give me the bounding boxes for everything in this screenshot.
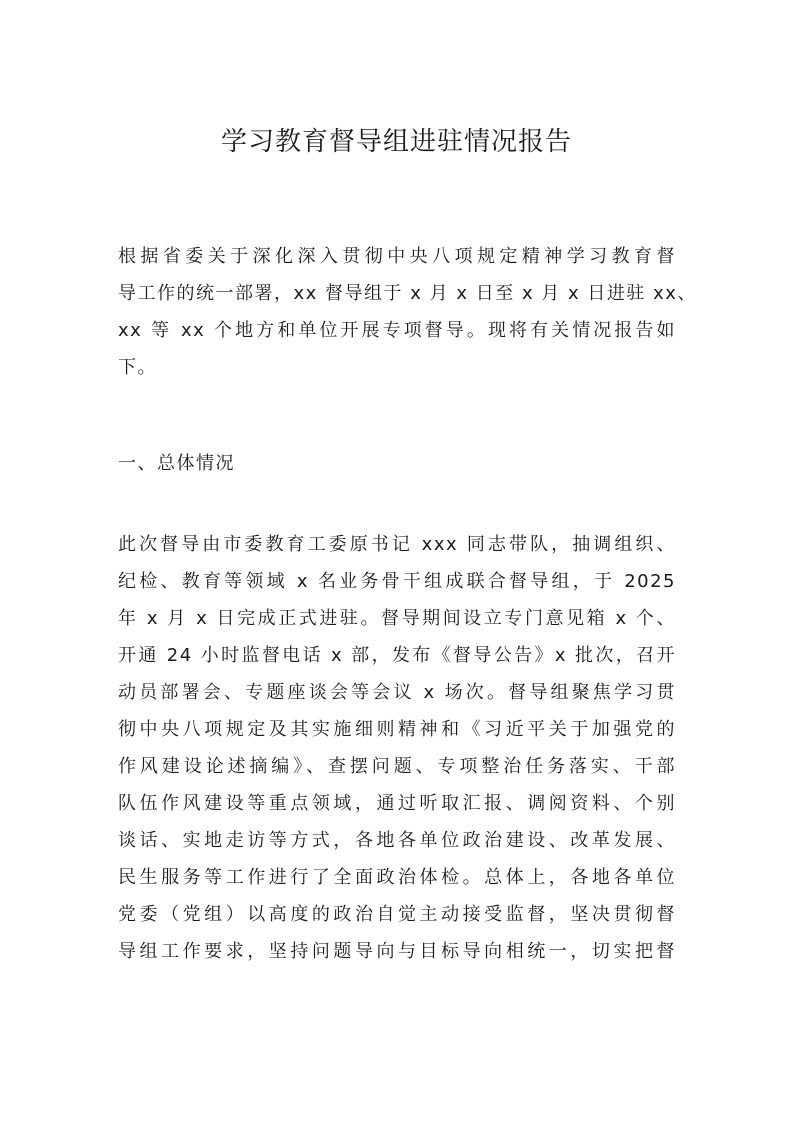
section-line: 党委（党组）以高度的政治自觉主动接受监督，坚决贯彻督 [118,904,676,925]
intro-line: 导工作的统一部署，xx 督导组于 x 月 x 日至 x 月 x 日进驻 xx、 [118,283,697,304]
section-line: 开通 24 小时监督电话 x 部，发布《督导公告》x 批次，召开 [118,645,676,666]
intro-line: xx 等 xx 个地方和单位开展专项督导。现将有关情况报告如 [118,320,676,341]
section-line: 谈话、实地走访等方式，各地各单位政治建设、改革发展、 [118,830,676,851]
section-line: 民生服务等工作进行了全面政治体检。总体上，各地各单位 [118,867,676,888]
section-line: 导组工作要求，坚持问题导向与目标导向相统一，切实把督 [118,941,676,962]
section-line: 此次督导由市委教育工委原书记 xxx 同志带队，抽调组织、 [118,534,676,555]
intro-paragraph [118,238,697,386]
intro-line: 根据省委关于深化深入贯彻中央八项规定精神学习教育督 [118,246,676,267]
section-line: 年 x 月 x 日完成正式进驻。督导期间设立专门意见箱 x 个、 [118,608,676,629]
section-line: 纪检、教育等领域 x 名业务骨干组成联合督导组，于 2025 [118,571,676,592]
section-paragraph [118,526,676,970]
section-line: 彻中央八项规定及其实施细则精神和《习近平关于加强党的 [118,719,676,740]
section-line: 作风建设论述摘编》、查摆问题、专项整治任务落实、干部 [118,756,676,777]
section-line: 动员部署会、专题座谈会等会议 x 场次。督导组聚焦学习贯 [118,682,676,703]
document-title: 学习教育督导组进驻情况报告 [220,127,572,157]
section-line: 队伍作风建设等重点领域，通过听取汇报、调阅资料、个别 [118,793,676,814]
section-heading: 一、总体情况 [118,453,235,474]
intro-line: 下。 [118,357,157,378]
